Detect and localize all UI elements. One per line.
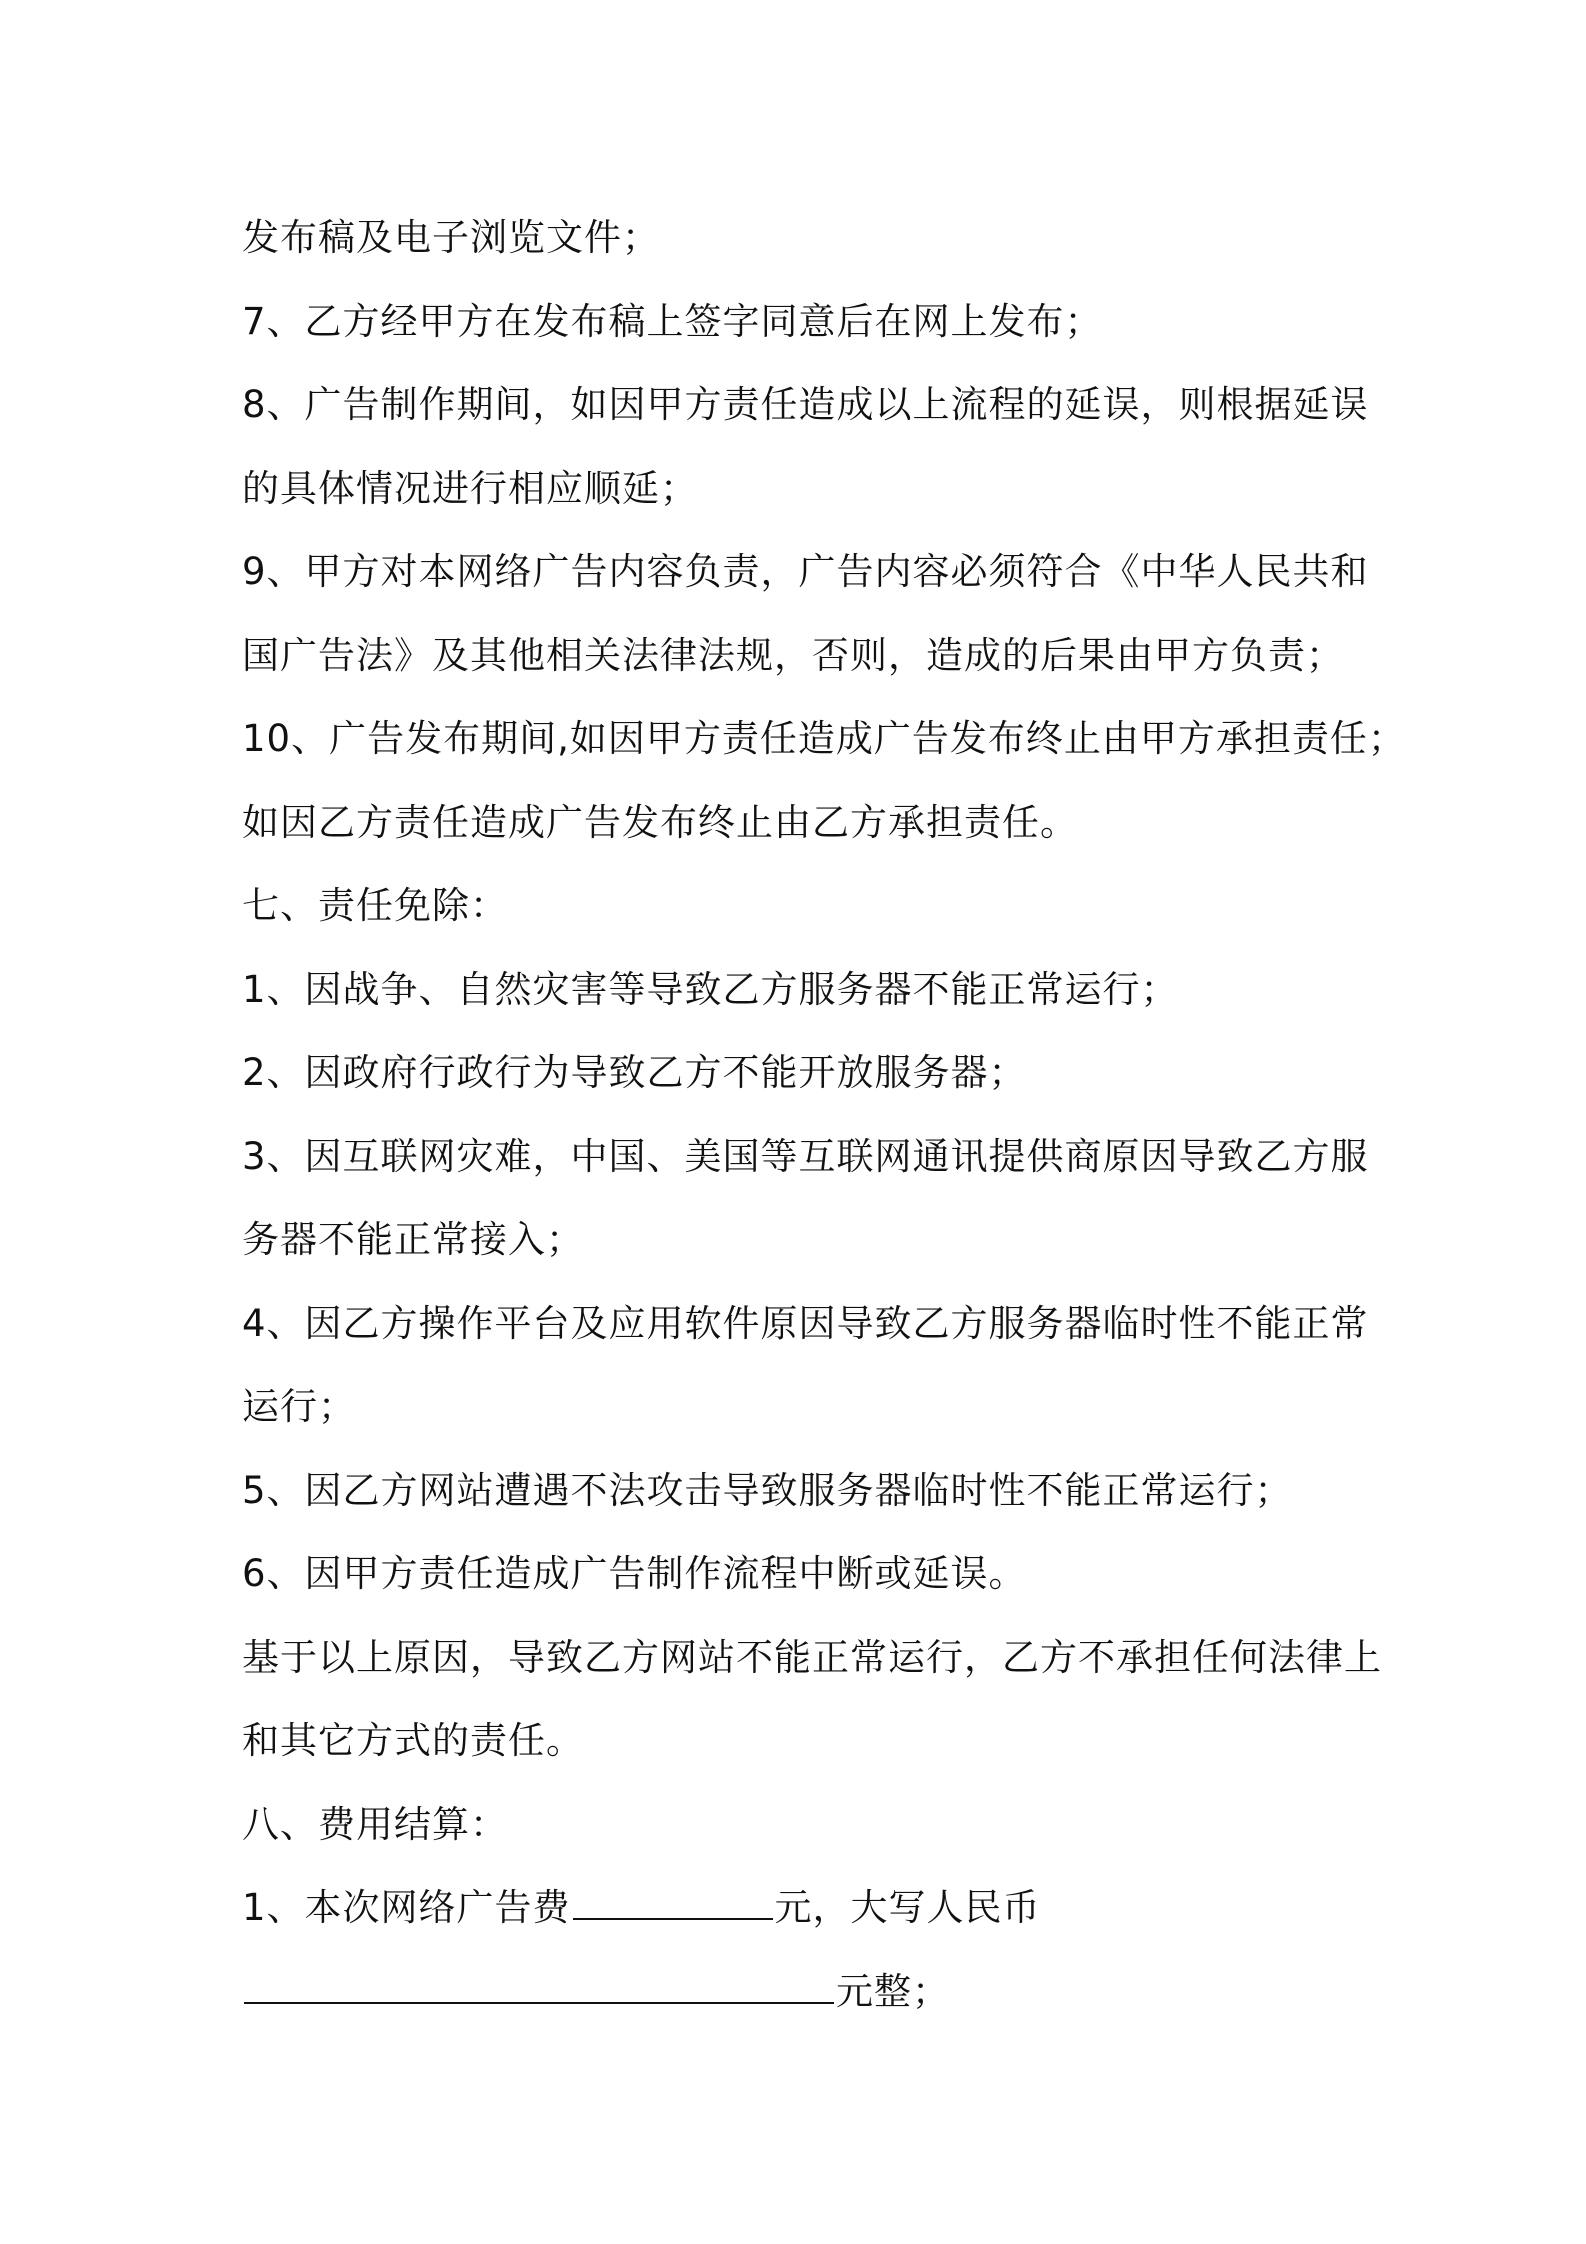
paragraph-line: 6、因甲方责任造成广告制作流程中断或延误。 bbox=[242, 1552, 1027, 1595]
paragraph-line: 务器不能正常接入； bbox=[242, 1218, 584, 1261]
paragraph-line: 1、因战争、自然灾害等导致乙方服务器不能正常运行； bbox=[242, 967, 1179, 1011]
fee-line bbox=[242, 1866, 1362, 1950]
paragraph-line: 如因乙方责任造成广告发布终止由乙方承担责任。 bbox=[242, 800, 1078, 844]
paragraph-line: 10、广告发布期间,如因甲方责任造成广告发布终止由甲方承担责任； bbox=[242, 717, 1406, 760]
fee-line-uppercase bbox=[242, 1950, 1362, 2034]
fee-label: 1、本次网络广告费 bbox=[242, 1886, 571, 1929]
paragraph-line: 8、广告制作期间，如因甲方责任造成以上流程的延误，则根据延误 bbox=[242, 383, 1369, 426]
section-heading: 七、责任免除： bbox=[242, 884, 508, 927]
paragraph-line: 基于以上原因，导致乙方网站不能正常运行，乙方不承担任何法律上 bbox=[242, 1635, 1382, 1679]
paragraph-line: 3、因互联网灾难，中国、美国等互联网通讯提供商原因导致乙方服 bbox=[242, 1134, 1369, 1178]
fee-unit-label: 元，大写人民币 bbox=[774, 1886, 1041, 1929]
document-body bbox=[242, 196, 1406, 2033]
paragraph-line: 发布稿及电子浏览文件； bbox=[242, 216, 660, 259]
fee-suffix-label: 元整； bbox=[836, 1969, 950, 2013]
paragraph-line: 国广告法》及其他相关法律法规，否则，造成的后果由甲方负责； bbox=[242, 633, 1344, 677]
paragraph-line: 2、因政府行政行为导致乙方不能开放服务器； bbox=[242, 1051, 1027, 1094]
section-heading: 八、费用结算： bbox=[242, 1802, 508, 1846]
fee-amount-blank[interactable] bbox=[573, 1888, 773, 1920]
paragraph-line: 4、因乙方操作平台及应用软件原因导致乙方服务器临时性不能正常 bbox=[242, 1301, 1369, 1345]
paragraph-line: 9、甲方对本网络广告内容负责，广告内容必须符合《中华人民共和 bbox=[242, 550, 1369, 593]
paragraph-line: 的具体情况进行相应顺延； bbox=[242, 466, 698, 510]
paragraph-line: 和其它方式的责任。 bbox=[242, 1719, 584, 1762]
paragraph-line: 5、因乙方网站遭遇不法攻击导致服务器临时性不能正常运行； bbox=[242, 1468, 1293, 1512]
paragraph-line: 运行； bbox=[242, 1385, 356, 1428]
fee-uppercase-blank[interactable] bbox=[244, 1972, 834, 2004]
paragraph-line: 7、乙方经甲方在发布稿上签字同意后在网上发布； bbox=[242, 299, 1103, 343]
